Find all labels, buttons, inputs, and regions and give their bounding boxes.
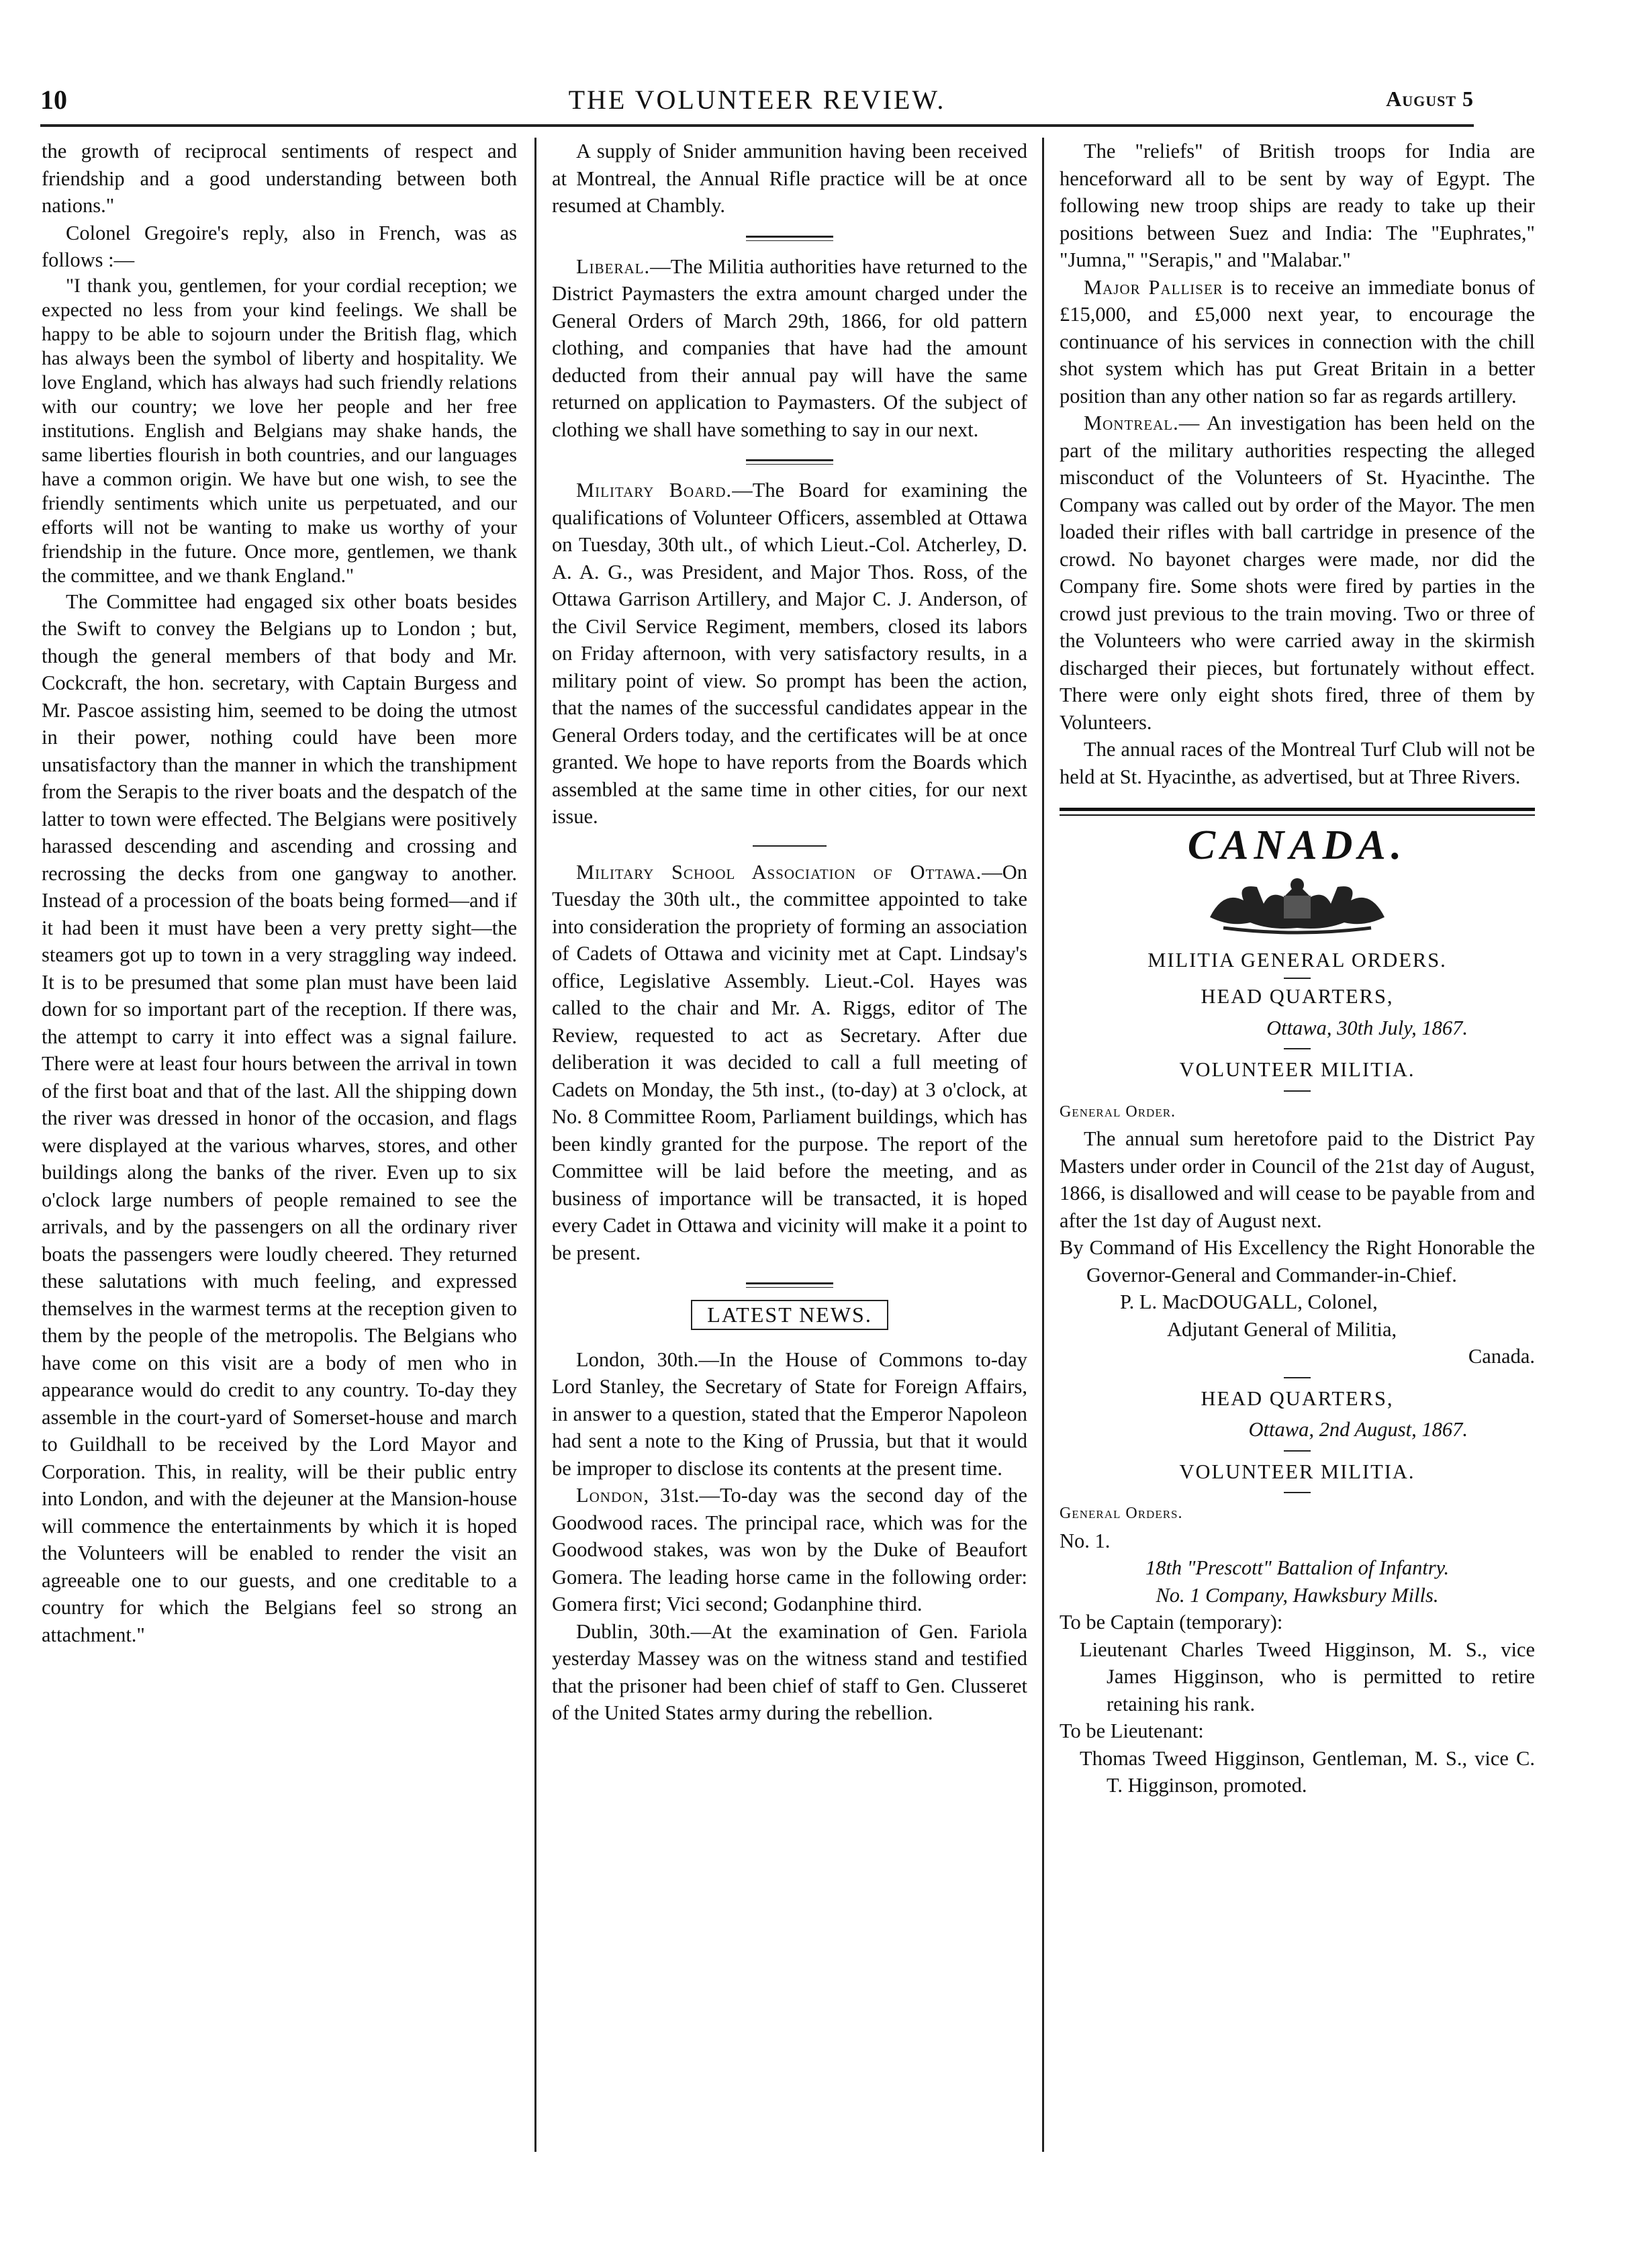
headquarters-heading: HEAD QUARTERS, xyxy=(1201,1386,1394,1410)
order-date: Ottawa, 30th July, 1867. xyxy=(1266,1016,1468,1039)
news-item xyxy=(552,859,1027,1267)
general-order-label: General Order. xyxy=(1060,1102,1176,1121)
separator xyxy=(746,236,833,241)
separator xyxy=(746,1282,833,1288)
news-item xyxy=(552,1482,1027,1618)
signature-name: P. L. MacDOUGALL, Colonel, xyxy=(1120,1290,1378,1313)
column-divider xyxy=(534,138,536,2152)
news-item xyxy=(1060,410,1535,736)
column-3 xyxy=(1060,138,1535,2206)
news-item xyxy=(552,253,1027,444)
appointment-text: Thomas Tweed Higginson, Gentleman, M. S., vice C. T. Higginson, promoted. xyxy=(1080,1746,1535,1797)
item-lead: Military School Association of Ottawa. xyxy=(576,860,982,884)
article-paragraph: the growth of reciprocal sentiments of respect and friendship and a good understanding between both nations." xyxy=(42,140,517,217)
appointment-header: To be Lieutenant: xyxy=(1060,1719,1204,1742)
separator xyxy=(1284,1492,1311,1493)
order-number: No. 1. xyxy=(1060,1529,1111,1552)
item-text: 31st.—To-day was the second day of the Goodwood races. The principal race, which was for the Goodwood stakes, was won by the Duke of Beaufort Gomera. The leading horse came in the following order: Gomera first; Vici second; Godanphine third. xyxy=(552,1484,1027,1615)
item-lead: London, xyxy=(576,1484,650,1507)
news-item xyxy=(552,477,1027,831)
volunteer-militia-heading: VOLUNTEER MILITIA. xyxy=(1179,1460,1415,1483)
news-item: A supply of Snider ammunition having been received at Montreal, the Annual Rifle practice will be at once resumed at Chambly. xyxy=(552,140,1027,217)
column-divider xyxy=(1042,138,1044,2152)
signature-place: Canada. xyxy=(1468,1345,1535,1368)
battalion-name: 18th "Prescott" Battalion of Infantry. xyxy=(1145,1556,1450,1579)
item-text: —The Board for examining the qualifications of Volunteer Officers, assembled at Ottawa on Tuesday, 30th ult., of which Lieut.-Col. Atcherley, D. A. A. G., was President, and Major Thos. Ross, of the Ottawa Garrison Artillery, and Major C. J. Anderson, of the Civil Service Regiment, members, closed its labors on Friday afternoon, with very satisfactory results, in a military point of view. So prompt has been the action, that the names of the successful candidates appear in the General Orders today, and the certificates will be at once granted. We hope to have reports from the Boards which assembled at the same time in other cities, for our next issue. xyxy=(552,479,1027,828)
article-paragraph: The Committee had engaged six other boats besides the Swift to convey the Belgians up to London ; but, though the general members of that body and Mr. Cockcraft, the hon. secretary, with Captain Burgess and Mr. Pascoe assisting him, seemed to be doing the utmost in their power, nothing could have been more unsatisfactory than the manner in which the transhipment from the Serapis to the river boats and the despatch of the latter to town were effected. The Belgians were positively harassed descending and ascending and crossing and recrossing the decks from one gangway to another. Instead of a procession of the boats being formed—and if it had been it must have been a very pretty sight—the steamers got up to town in a very straggling way indeed. It is to be presumed that some plan must have been laid down for so important part of the reception. If there was, the attempt to carry it into effect was a signal failure. There were at least four hours between the arrival in town of the first boat and that of the last. All the shipping down the river was dressed in honor of the occasion, and flags were displayed at the various wharves, stores, and other buildings along the banks of the river. Even up to six o'clock large numbers of people remained to see the arrivals, and by the passengers on all the ordinary river boats the passengers were loudly cheered. They returned these salutations with much feeling, and expressed themselves in the warmest terms at the reception given to them by the people of the metropolis. The Belgians who have come on this visit are a body of men who in appearance would do credit to any country. To-day they assemble in the court-yard of Somerset-house and march to Guildhall to be received by the Lord Mayor and Corporation. This, in reality, will be their public entry into London, and with the dejeuner at the Mansion-house will commence the entertainments by which it is hoped the Volunteers will be enabled to render the visit an agreeable one to our guests, and one creditable to a country for which the Belgians feel so strong an attachment." xyxy=(42,589,517,1646)
general-orders-label: General Orders. xyxy=(1060,1505,1183,1522)
militia-orders-heading: MILITIA GENERAL ORDERS. xyxy=(1147,948,1447,972)
separator xyxy=(1284,978,1311,979)
latest-news-heading: LATEST NEWS. xyxy=(691,1300,888,1330)
order-text: The annual sum heretofore paid to the District Pay Masters under order in Council of the 21st day of August, 1866, is disallowed and will cease to be payable from and after the 1st day of August next. xyxy=(1060,1127,1535,1232)
news-item: The annual races of the Montreal Turf Club will not be held at St. Hyacinthe, as advertised, but at Three Rivers. xyxy=(1060,738,1535,788)
news-item: London, 30th.—In the House of Commons to-day Lord Stanley, the Secretary of State for Foreign Affairs, in answer to a question, stated that the Emperor Napoleon had sent a note to the King of Prussia, but that it would be improper to disclose its contents at the present time. xyxy=(552,1348,1027,1480)
news-item: The "reliefs" of British troops for India are henceforward all to be sent by way of Egypt. The following new troop ships are ready to take up their positions between Suez and India: The "Euphrates," "Jumna," "Serapis," and "Malabar." xyxy=(1060,140,1535,271)
item-text: — An investigation has been held on the part of the military authorities respecting the alleged misconduct of the Volunteers of St. Hyacinthe. The Company was called out by order of the Mayor. The men loaded their rifles with ball cartridge in presence of the crowd. No bayonet charges were made, nor did the Company fire. Some shots were fired by parties in the crowd just previous to the train moving. Two or three of the Volunteers who were carried away in the skirmish discharged their pieces, but fortunately without effect. There were only eight shots fired, three of them by Volunteers. xyxy=(1060,412,1535,734)
column-2 xyxy=(552,138,1027,2206)
appointment-text: Lieutenant Charles Tweed Higginson, M. S., vice James Higginson, who is permitted to retire retaining his rank. xyxy=(1080,1638,1535,1715)
company-name: No. 1 Company, Hawksbury Mills. xyxy=(1156,1583,1439,1607)
item-lead: Military Board. xyxy=(576,479,733,502)
separator xyxy=(753,845,827,847)
news-item: Dublin, 30th.—At the examination of Gen. Fariola yesterday Massey was on the witness stand and testified that the prisoner had been chief of staff to Gen. Clusseret of the United States army during the rebellion. xyxy=(552,1619,1027,1724)
canada-heading: CANADA. xyxy=(1187,822,1407,868)
command-text: By Command of His Excellency the Right Honorable the Governor-General and Commander-in-Chief. xyxy=(1060,1236,1535,1286)
separator xyxy=(746,459,833,465)
issue-date: August 5 xyxy=(1386,87,1474,111)
signature-title: Adjutant General of Militia, xyxy=(1167,1317,1397,1341)
quoted-reply: "I thank you, gentlemen, for your cordial reception; we expected no less from your kind feelings. We shall be happy to be able to sojourn under the British flag, which has always been the symbol of liberty and hospitality. We love England, which has always had such friendly relations with our country; we love her people and her free institutions. English and Belgians may shake hands, the same liberties flourish in both countries, and our languages have a common origin. We have but one wish, to see the friendly sentiments which unite us perpetuated, and our efforts will not be wanting to make us worthy of your friendship in the future. Once more, gentlemen, we thank the committee, and we thank England." xyxy=(42,275,517,587)
item-text: —On Tuesday the 30th ult., the committee appointed to take into consideration the propriety of forming an association of Cadets of Ottawa and vicinity met at Capt. Lindsay's office, Legislative Assembly. Lieut.-Col. Hayes was called to the chair and Mr. A. Riggs, editor of The Review, requested to act as Secretary. After due deliberation it was decided to call a full meeting of Cadets on Monday, the 5th inst., (to-day) at 3 o'clock, at No. 8 Committee Room, Parliament buildings, which has been kindly granted for the purpose. The report of the Committee will be laid before the meeting, and as business of importance will be transacted, it is hoped every Cadet in Ottawa and vicinity will make it a point to be present. xyxy=(552,860,1027,1264)
separator xyxy=(1284,1377,1311,1378)
item-lead: Montreal. xyxy=(1084,412,1179,434)
page-number: 10 xyxy=(40,85,67,115)
appointment-header: To be Captain (temporary): xyxy=(1060,1611,1283,1634)
item-lead: Major Palliser xyxy=(1084,275,1223,299)
section-rule xyxy=(1060,808,1535,816)
newspaper-title: THE VOLUNTEER REVIEW. xyxy=(568,85,946,115)
headquarters-heading: HEAD QUARTERS, xyxy=(1201,985,1394,1008)
order-date: Ottawa, 2nd August, 1867. xyxy=(1248,1418,1468,1441)
news-item xyxy=(1060,274,1535,410)
page-header xyxy=(40,84,1474,127)
separator xyxy=(1284,1450,1311,1452)
article-paragraph: Colonel Gregoire's reply, also in French, was as follows :— xyxy=(42,221,517,271)
item-text: is to receive an immediate bonus of £15,000, and £5,000 next year, to encourage the continuance of his services in connection with the chill shot system which has put Great Britain in a better position than any other nation so far as regards artillery. xyxy=(1060,275,1535,408)
coat-of-arms-icon xyxy=(1197,863,1398,937)
volunteer-militia-heading: VOLUNTEER MILITIA. xyxy=(1179,1058,1415,1081)
separator xyxy=(1284,1048,1311,1049)
separator xyxy=(1284,1090,1311,1092)
item-text: —The Militia authorities have returned to the District Paymasters the extra amount charged under the General Orders of March 29th, 1866, for old pattern clothing, and companies that have had the amount deducted from their annual pay will have the same returned on application to Paymasters. Of the subject of clothing we shall have something to say in our next. xyxy=(552,254,1027,441)
column-1 xyxy=(42,138,517,2206)
item-lead: Liberal. xyxy=(576,254,651,278)
